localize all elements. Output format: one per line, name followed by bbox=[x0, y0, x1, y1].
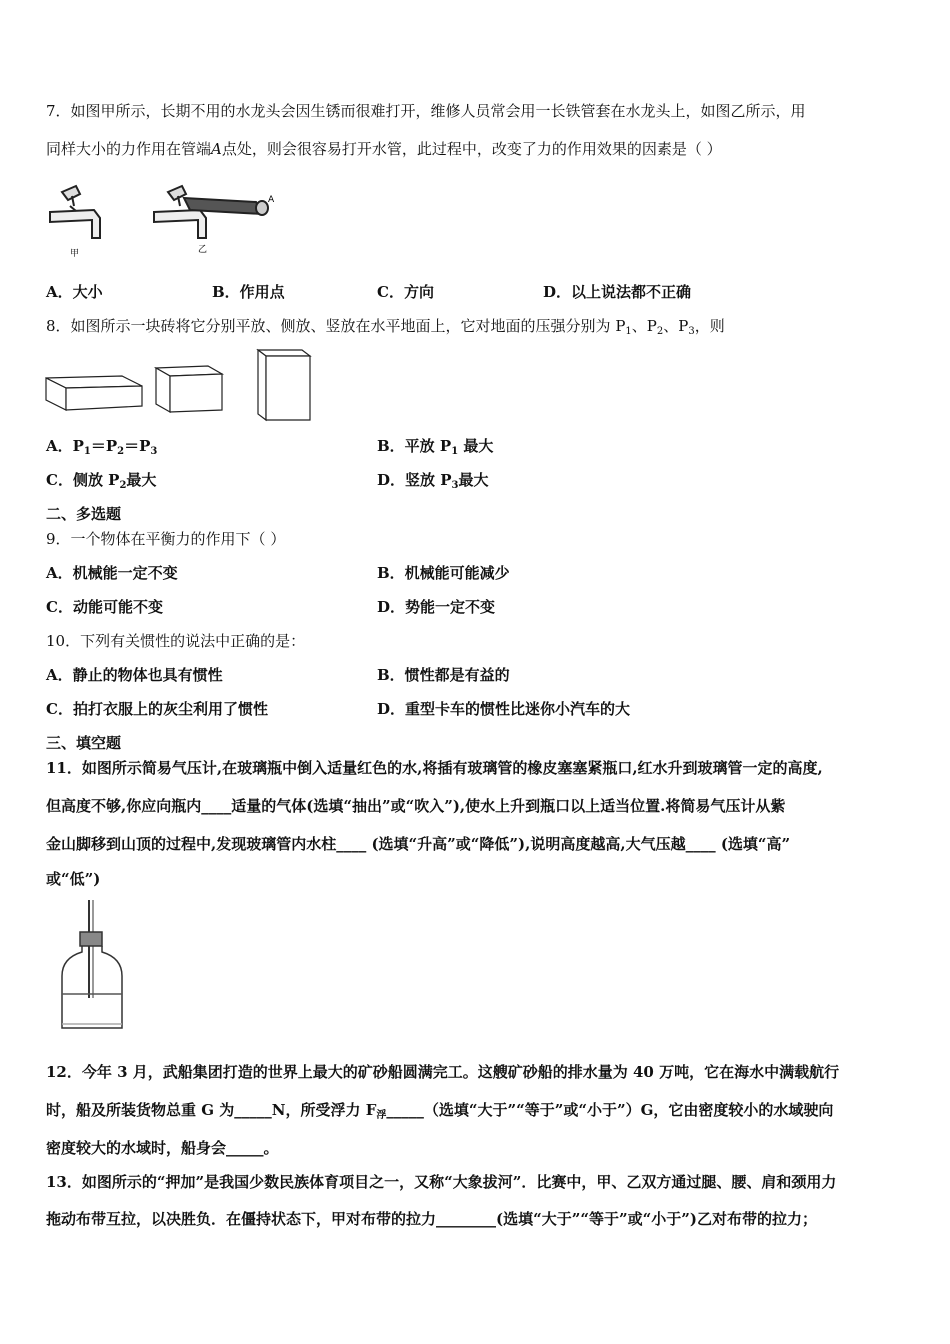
q8-opt-d-t1: D．竖放 P bbox=[377, 471, 452, 489]
q8-opt-a-s1: 1 bbox=[83, 446, 91, 457]
q7-option-d: D．以上说法都不正确 bbox=[543, 283, 692, 301]
q10-option-d: D．重型卡车的惯性比迷你小汽车的大 bbox=[377, 700, 631, 718]
q8-option-a bbox=[46, 436, 157, 462]
q8-opt-d-t2: 最大 bbox=[458, 471, 489, 489]
q11-line2: 但高度不够,你应向瓶内____适量的气体(选填“抽出”或“吹入”),使水上升到瓶口以上适当位置.将简易气压计从紫 bbox=[46, 797, 786, 815]
q8-option-b bbox=[377, 436, 493, 462]
q8-stem-end: ，则 bbox=[694, 317, 725, 335]
q7-option-c: C．方向 bbox=[377, 283, 434, 301]
brick-flat bbox=[46, 376, 142, 410]
q12-buoyancy-sub: 浮 bbox=[376, 1110, 387, 1121]
brick-side bbox=[156, 366, 222, 412]
faucet-jia-label: 甲 bbox=[70, 249, 80, 259]
q7-stem-line2 bbox=[46, 139, 722, 159]
q8-stem-text: 8．如图所示一块砖将它分别平放、侧放、竖放在水平地面上，它对地面的压强分别为 P bbox=[46, 317, 626, 335]
q7-option-a: A．大小 bbox=[46, 283, 103, 301]
q12-line2-text: 时，船及所装货物总重 G 为_____N，所受浮力 F bbox=[46, 1101, 377, 1119]
q10-stem: 10．下列有关惯性的说法中正确的是： bbox=[46, 632, 306, 650]
q8-opt-c-s: 2 bbox=[119, 480, 127, 491]
q7-option-b: B．作用点 bbox=[212, 283, 285, 301]
q8-opt-a-t3: ＝P bbox=[124, 437, 151, 455]
q7-stem-line2-text: 同样大小的力作用在管端 bbox=[46, 140, 212, 158]
q11-line4: 或“低”) bbox=[46, 870, 101, 888]
q8-option-c bbox=[46, 470, 156, 496]
q11-barometer-figure bbox=[52, 898, 132, 1034]
q8-sub1: 1 bbox=[625, 326, 632, 337]
q8-opt-c-t2: 最大 bbox=[126, 471, 157, 489]
q7-faucet-figure bbox=[42, 178, 282, 260]
q8-opt-d-s: 3 bbox=[451, 480, 459, 491]
q7-stem-line1: 7．如图甲所示，长期不用的水龙头会因生锈而很难打开，维修人员常会用一长铁管套在水龙头上，如图乙所示，用 bbox=[46, 102, 806, 120]
q9-stem: 9．一个物体在平衡力的作用下（ ） bbox=[46, 530, 286, 548]
q10-option-b: B．惯性都是有益的 bbox=[377, 666, 510, 684]
q10-option-c: C．拍打衣服上的灰尘利用了惯性 bbox=[46, 700, 268, 718]
q12-line3: 密度较大的水域时，船身会_____。 bbox=[46, 1139, 279, 1157]
q13-line1: 13．如图所示的“押加”是我国少数民族体育项目之一，又称“大象拔河”．比赛中，甲、乙双方通过腿、腰、肩和颈用力 bbox=[46, 1173, 837, 1191]
q8-sub3: 3 bbox=[688, 326, 695, 337]
q8-sub2: 2 bbox=[656, 326, 664, 337]
q11-line1: 11．如图所示简易气压计,在玻璃瓶中倒入适量红色的水,将插有玻璃管的橡皮塞塞紧瓶口,红水升到玻璃管一定的高度, bbox=[46, 759, 823, 777]
q8-option-d bbox=[377, 470, 489, 496]
q8-stem bbox=[46, 316, 725, 342]
q10-option-a: A．静止的物体也具有惯性 bbox=[46, 666, 223, 684]
point-a-label: A bbox=[268, 195, 275, 205]
faucet-yi-label: 乙 bbox=[198, 245, 208, 255]
q13-line2: 拖动布带互拉，以决胜负．在僵持状态下，甲对布带的拉力________(选填“大于”“等于”或“小于”)乙对布带的拉力； bbox=[46, 1210, 817, 1228]
q12-line2 bbox=[46, 1100, 833, 1126]
q12-line2-rest: _____（选填“大于”“等于”或“小于”）G，它由密度较小的水域驶向 bbox=[386, 1101, 834, 1119]
q8-sep1: 、P bbox=[631, 317, 657, 335]
faucet-yi-drawing bbox=[154, 186, 268, 238]
q12-line1: 12．今年 3 月，武船集团打造的世界上最大的矿砂船圆满完工。这艘矿砂船的排水量为 40 万吨，它在海水中满载航行 bbox=[46, 1063, 840, 1081]
q8-opt-a-s2: 2 bbox=[117, 446, 125, 457]
q9-option-a: A．机械能一定不变 bbox=[46, 564, 178, 582]
q7-stem-line2-rest: 点处，则会很容易打开水管，此过程中，改变了力的作用效果的因素是（ ） bbox=[221, 140, 722, 158]
q8-opt-b-t2: 最大 bbox=[458, 437, 494, 455]
section-heading-fill-blank: 三、填空题 bbox=[46, 734, 122, 752]
q9-option-d: D．势能一定不变 bbox=[377, 598, 496, 616]
faucet-jia-drawing bbox=[50, 186, 100, 238]
q7-point-a: A bbox=[211, 140, 222, 158]
q11-line3: 金山脚移到山顶的过程中,发现玻璃管内水柱____ (选填“升高”或“降低”),说明高度越高,大气压越____ (选填“高” bbox=[46, 835, 791, 853]
q8-opt-b-t1: B．平放 P bbox=[377, 437, 452, 455]
q8-opt-a-t2: ＝P bbox=[90, 437, 118, 455]
q8-opt-a-s3: 3 bbox=[150, 446, 158, 457]
q8-brick-figure bbox=[44, 346, 314, 426]
q8-sep2: 、P bbox=[663, 317, 689, 335]
section-heading-multi-choice: 二、多选题 bbox=[46, 505, 122, 523]
q8-opt-c-t1: C．侧放 P bbox=[46, 471, 120, 489]
q9-option-b: B．机械能可能减少 bbox=[377, 564, 510, 582]
q8-opt-a-t1: A．P bbox=[46, 437, 84, 455]
q8-opt-b-s: 1 bbox=[451, 446, 459, 457]
brick-upright bbox=[258, 350, 310, 420]
q9-option-c: C．动能可能不变 bbox=[46, 598, 163, 616]
